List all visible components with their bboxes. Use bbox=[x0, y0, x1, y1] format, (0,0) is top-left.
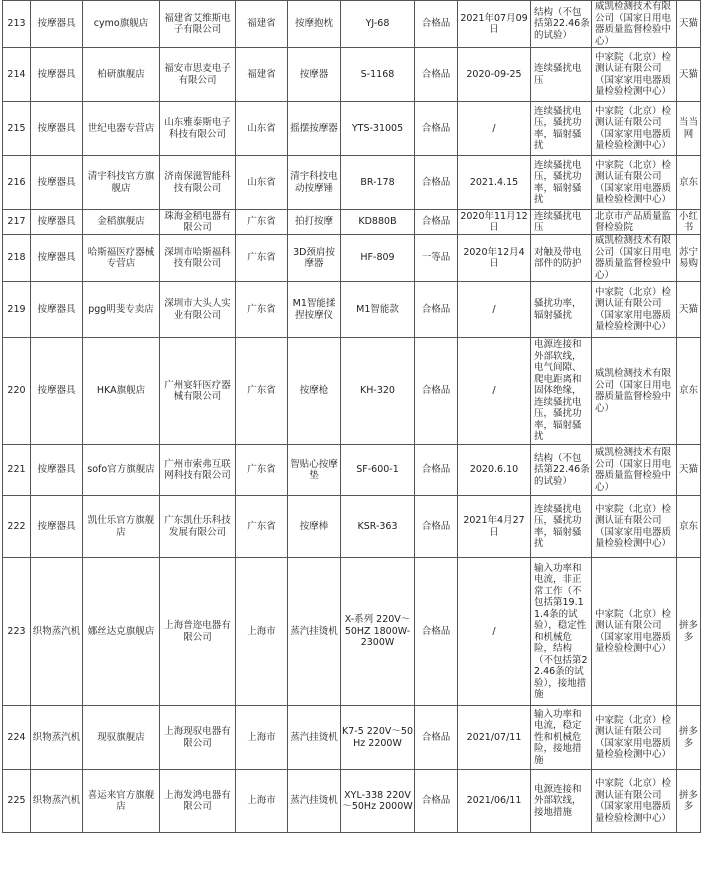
cell-platform: 拼多多 bbox=[677, 770, 701, 833]
cell-platform: 苏宁易购 bbox=[677, 235, 701, 282]
cell-province: 福建省 bbox=[236, 1, 288, 48]
cell-items: 连续骚扰电压，骚扰功率，辐射骚扰 bbox=[531, 156, 592, 210]
cell-lab: 中家院（北京）检测认证有限公司（国家家用电器质量检验检测中心） bbox=[592, 156, 677, 210]
table-row bbox=[3, 102, 701, 156]
cell-result: 合格品 bbox=[415, 102, 458, 156]
cell-items: 电源连接和外部软线，接地措施 bbox=[531, 770, 592, 833]
cell-lab: 中家院（北京）检测认证有限公司（国家家用电器质量检验检测中心） bbox=[592, 282, 677, 338]
cell-date: / bbox=[458, 338, 531, 445]
inspection-results-table bbox=[2, 0, 701, 833]
cell-date: / bbox=[458, 282, 531, 338]
cell-category: 按摩器具 bbox=[31, 338, 83, 445]
cell-model: S-1168 bbox=[341, 48, 415, 102]
cell-category: 织物蒸汽机 bbox=[31, 706, 83, 770]
cell-platform: 当当网 bbox=[677, 102, 701, 156]
cell-date: 2021年4月27日 bbox=[458, 496, 531, 558]
cell-province: 广东省 bbox=[236, 338, 288, 445]
table-row bbox=[3, 235, 701, 282]
cell-shop: 现驭旗舰店 bbox=[83, 706, 160, 770]
cell-lab: 中家院（北京）检测认证有限公司（国家家用电器质量检验检测中心） bbox=[592, 102, 677, 156]
cell-shop: sofo官方旗舰店 bbox=[83, 445, 160, 496]
cell-date: 2020.6.10 bbox=[458, 445, 531, 496]
cell-no: 215 bbox=[3, 102, 31, 156]
cell-platform: 天猫 bbox=[677, 48, 701, 102]
cell-platform: 天猫 bbox=[677, 1, 701, 48]
cell-province: 上海市 bbox=[236, 706, 288, 770]
cell-province: 广东省 bbox=[236, 210, 288, 235]
cell-category: 按摩器具 bbox=[31, 235, 83, 282]
cell-category: 按摩器具 bbox=[31, 1, 83, 48]
cell-category: 织物蒸汽机 bbox=[31, 558, 83, 706]
cell-date: 2020年11月12日 bbox=[458, 210, 531, 235]
cell-province: 山东省 bbox=[236, 156, 288, 210]
cell-shop: 娜丝达克旗舰店 bbox=[83, 558, 160, 706]
cell-shop: 哈斯福医疗器械专营店 bbox=[83, 235, 160, 282]
table-row bbox=[3, 210, 701, 235]
cell-result: 合格品 bbox=[415, 558, 458, 706]
cell-result: 合格品 bbox=[415, 156, 458, 210]
cell-province: 广东省 bbox=[236, 282, 288, 338]
cell-no: 220 bbox=[3, 338, 31, 445]
cell-platform: 小红书 bbox=[677, 210, 701, 235]
cell-lab: 北京市产品质量监督检验院 bbox=[592, 210, 677, 235]
table-row bbox=[3, 282, 701, 338]
cell-product: 按摩器 bbox=[288, 48, 341, 102]
table-body bbox=[3, 1, 701, 833]
cell-product: 拍打按摩 bbox=[288, 210, 341, 235]
cell-no: 218 bbox=[3, 235, 31, 282]
cell-result: 合格品 bbox=[415, 282, 458, 338]
table-row bbox=[3, 706, 701, 770]
cell-producer: 广州宴轩医疗器械有限公司 bbox=[160, 338, 236, 445]
cell-category: 织物蒸汽机 bbox=[31, 770, 83, 833]
cell-result: 一等品 bbox=[415, 235, 458, 282]
cell-producer: 福安市思麦电子有限公司 bbox=[160, 48, 236, 102]
cell-model: KD880B bbox=[341, 210, 415, 235]
cell-product: 蒸汽挂烫机 bbox=[288, 706, 341, 770]
cell-shop: 金稻旗舰店 bbox=[83, 210, 160, 235]
cell-date: / bbox=[458, 558, 531, 706]
cell-no: 225 bbox=[3, 770, 31, 833]
cell-items: 结构（不包括第22.46条的试验） bbox=[531, 1, 592, 48]
cell-product: 摇摆按摩器 bbox=[288, 102, 341, 156]
cell-province: 福建省 bbox=[236, 48, 288, 102]
cell-producer: 深圳市哈斯福科技有限公司 bbox=[160, 235, 236, 282]
cell-producer: 上海现驭电器有限公司 bbox=[160, 706, 236, 770]
cell-no: 219 bbox=[3, 282, 31, 338]
cell-platform: 拼多多 bbox=[677, 706, 701, 770]
cell-model: M1智能款 bbox=[341, 282, 415, 338]
cell-result: 合格品 bbox=[415, 706, 458, 770]
cell-model: BR-178 bbox=[341, 156, 415, 210]
cell-product: 蒸汽挂烫机 bbox=[288, 558, 341, 706]
cell-shop: 凯仕乐官方旗舰店 bbox=[83, 496, 160, 558]
cell-lab: 威凯检测技术有限公司（国家日用电器质量监督检验中心） bbox=[592, 1, 677, 48]
cell-category: 按摩器具 bbox=[31, 102, 83, 156]
cell-producer: 广州市索弗互联网科技有限公司 bbox=[160, 445, 236, 496]
cell-items: 对触及带电部件的防护 bbox=[531, 235, 592, 282]
cell-province: 上海市 bbox=[236, 558, 288, 706]
cell-shop: 清宇科技官方旗舰店 bbox=[83, 156, 160, 210]
cell-items: 连续骚扰电压 bbox=[531, 210, 592, 235]
cell-model: X-系列 220V～50HZ 1800W-2300W bbox=[341, 558, 415, 706]
cell-lab: 中家院（北京）检测认证有限公司（国家家用电器质量检验检测中心） bbox=[592, 496, 677, 558]
cell-product: 蒸汽挂烫机 bbox=[288, 770, 341, 833]
cell-no: 213 bbox=[3, 1, 31, 48]
cell-items: 连续骚扰电压 bbox=[531, 48, 592, 102]
cell-items: 骚扰功率，辐射骚扰 bbox=[531, 282, 592, 338]
table-row bbox=[3, 48, 701, 102]
cell-province: 广东省 bbox=[236, 235, 288, 282]
cell-province: 上海市 bbox=[236, 770, 288, 833]
cell-result: 合格品 bbox=[415, 445, 458, 496]
cell-no: 224 bbox=[3, 706, 31, 770]
cell-platform: 拼多多 bbox=[677, 558, 701, 706]
cell-model: KH-320 bbox=[341, 338, 415, 445]
cell-producer: 深圳市大头人实业有限公司 bbox=[160, 282, 236, 338]
cell-producer: 上海普迩电器有限公司 bbox=[160, 558, 236, 706]
cell-result: 合格品 bbox=[415, 338, 458, 445]
cell-date: 2020年12月4日 bbox=[458, 235, 531, 282]
cell-model: XYL-338 220V～50Hz 2000W bbox=[341, 770, 415, 833]
cell-shop: 喜运来官方旗舰店 bbox=[83, 770, 160, 833]
cell-model: SF-600-1 bbox=[341, 445, 415, 496]
cell-producer: 福建省艾维斯电子有限公司 bbox=[160, 1, 236, 48]
cell-lab: 威凯检测技术有限公司（国家日用电器质量监督检验中心） bbox=[592, 235, 677, 282]
cell-model: KSR-363 bbox=[341, 496, 415, 558]
cell-producer: 珠海金稻电器有限公司 bbox=[160, 210, 236, 235]
cell-product: 按摩抱枕 bbox=[288, 1, 341, 48]
cell-province: 广东省 bbox=[236, 445, 288, 496]
cell-result: 合格品 bbox=[415, 496, 458, 558]
cell-category: 按摩器具 bbox=[31, 445, 83, 496]
cell-date: 2021.4.15 bbox=[458, 156, 531, 210]
cell-no: 222 bbox=[3, 496, 31, 558]
table-row bbox=[3, 1, 701, 48]
cell-product: 按摩棒 bbox=[288, 496, 341, 558]
cell-date: 2021/07/11 bbox=[458, 706, 531, 770]
cell-result: 合格品 bbox=[415, 210, 458, 235]
cell-no: 221 bbox=[3, 445, 31, 496]
cell-producer: 济南保滋智能科技有限公司 bbox=[160, 156, 236, 210]
cell-category: 按摩器具 bbox=[31, 48, 83, 102]
cell-producer: 上海发鸿电器有限公司 bbox=[160, 770, 236, 833]
cell-date: / bbox=[458, 102, 531, 156]
table-row bbox=[3, 156, 701, 210]
cell-shop: 世纪电器专营店 bbox=[83, 102, 160, 156]
cell-product: 3D颈肩按摩器 bbox=[288, 235, 341, 282]
cell-result: 合格品 bbox=[415, 48, 458, 102]
cell-result: 合格品 bbox=[415, 1, 458, 48]
cell-product: 清宇科技电动按摩锤 bbox=[288, 156, 341, 210]
cell-items: 结构（不包括第22.46条的试验） bbox=[531, 445, 592, 496]
cell-date: 2020-09-25 bbox=[458, 48, 531, 102]
cell-category: 按摩器具 bbox=[31, 496, 83, 558]
cell-date: 2021年07月09日 bbox=[458, 1, 531, 48]
table-row bbox=[3, 445, 701, 496]
cell-items: 电源连接和外部软线，电气间隙、爬电距离和固体绝缘，连续骚扰电压，骚扰功率，辐射骚扰 bbox=[531, 338, 592, 445]
cell-shop: HKA旗舰店 bbox=[83, 338, 160, 445]
cell-product: M1智能揉捏按摩仪 bbox=[288, 282, 341, 338]
cell-lab: 中家院（北京）检测认证有限公司（国家家用电器质量检验检测中心） bbox=[592, 770, 677, 833]
cell-platform: 京东 bbox=[677, 338, 701, 445]
cell-model: YJ-68 bbox=[341, 1, 415, 48]
cell-items: 输入功率和电流，稳定性和机械危险，接地措施 bbox=[531, 706, 592, 770]
cell-platform: 京东 bbox=[677, 156, 701, 210]
cell-result: 合格品 bbox=[415, 770, 458, 833]
cell-product: 按摩枪 bbox=[288, 338, 341, 445]
cell-producer: 广东凯仕乐科技发展有限公司 bbox=[160, 496, 236, 558]
cell-items: 连续骚扰电压，骚扰功率，辐射骚扰 bbox=[531, 496, 592, 558]
cell-shop: cymo旗舰店 bbox=[83, 1, 160, 48]
cell-platform: 天猫 bbox=[677, 445, 701, 496]
table-row bbox=[3, 338, 701, 445]
cell-province: 广东省 bbox=[236, 496, 288, 558]
cell-lab: 中家院（北京）检测认证有限公司（国家家用电器质量检验检测中心） bbox=[592, 48, 677, 102]
cell-no: 216 bbox=[3, 156, 31, 210]
cell-lab: 威凯检测技术有限公司（国家日用电器质量监督检验中心） bbox=[592, 338, 677, 445]
cell-shop: 柏研旗舰店 bbox=[83, 48, 160, 102]
cell-no: 214 bbox=[3, 48, 31, 102]
cell-platform: 天猫 bbox=[677, 282, 701, 338]
cell-model: HF-809 bbox=[341, 235, 415, 282]
table-row bbox=[3, 496, 701, 558]
cell-lab: 中家院（北京）检测认证有限公司（国家家用电器质量检验检测中心） bbox=[592, 558, 677, 706]
table-row bbox=[3, 558, 701, 706]
cell-category: 按摩器具 bbox=[31, 282, 83, 338]
cell-no: 217 bbox=[3, 210, 31, 235]
cell-items: 连续骚扰电压，骚扰功率，辐射骚扰 bbox=[531, 102, 592, 156]
cell-platform: 京东 bbox=[677, 496, 701, 558]
cell-product: 智贴心按摩垫 bbox=[288, 445, 341, 496]
cell-shop: pgg明斐专卖店 bbox=[83, 282, 160, 338]
cell-category: 按摩器具 bbox=[31, 156, 83, 210]
cell-province: 山东省 bbox=[236, 102, 288, 156]
table-row bbox=[3, 770, 701, 833]
cell-items: 输入功率和电流，非正常工作（不包括第19.11.4条的试验），稳定性和机械危险，结构（不包括第22.46条的试验），接地措施 bbox=[531, 558, 592, 706]
cell-category: 按摩器具 bbox=[31, 210, 83, 235]
cell-model: YTS-31005 bbox=[341, 102, 415, 156]
cell-lab: 中家院（北京）检测认证有限公司（国家家用电器质量检验检测中心） bbox=[592, 706, 677, 770]
cell-date: 2021/06/11 bbox=[458, 770, 531, 833]
cell-producer: 山东雅泰斯电子科技有限公司 bbox=[160, 102, 236, 156]
cell-model: K7-5 220V～50Hz 2200W bbox=[341, 706, 415, 770]
cell-lab: 威凯检测技术有限公司（国家日用电器质量监督检验中心） bbox=[592, 445, 677, 496]
cell-no: 223 bbox=[3, 558, 31, 706]
